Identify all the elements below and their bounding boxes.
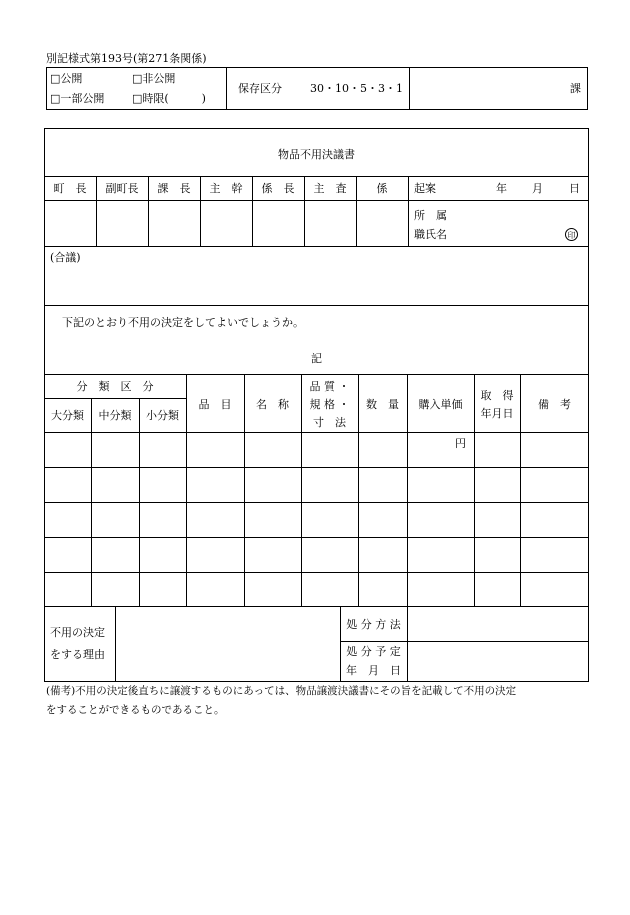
proposal-dept: 所 属 bbox=[414, 209, 447, 222]
minor-category-header: 小分類 bbox=[146, 409, 179, 422]
public-checkbox[interactable]: □公開 bbox=[50, 72, 83, 85]
form-number: 別記様式第193号(第271条関係) bbox=[46, 52, 207, 65]
reason-label-line1: 不用の決定 bbox=[50, 626, 105, 639]
quality-header-line3: 寸 法 bbox=[313, 416, 346, 429]
reason-label-line2: をする理由 bbox=[50, 648, 105, 661]
section-suffix: 課 bbox=[570, 82, 581, 95]
footnote-line2: をすることができるものであること。 bbox=[46, 704, 225, 716]
nonpublic-checkbox[interactable]: □非公開 bbox=[132, 72, 176, 85]
acquired-header-line1: 取 得 bbox=[480, 389, 514, 402]
approver-mayor: 町 長 bbox=[53, 182, 87, 195]
partial-public-checkbox[interactable]: □一部公開 bbox=[50, 92, 105, 105]
seal-mark: 印 bbox=[565, 228, 578, 241]
classification-header: 分 類 区 分 bbox=[76, 380, 154, 393]
quality-header-line2: 規 格 ・ bbox=[309, 398, 350, 411]
name-header: 名 称 bbox=[256, 398, 289, 411]
remarks-header: 備 考 bbox=[538, 398, 571, 411]
proposal-month: 月 bbox=[532, 182, 543, 195]
disposal-date-line1: 処 分 予 定 bbox=[346, 645, 401, 658]
quantity-header: 数 量 bbox=[366, 398, 399, 411]
approver-deputy-mayor: 副町長 bbox=[105, 182, 139, 195]
major-category-header: 大分類 bbox=[51, 409, 84, 422]
form-title: 物品不用決議書 bbox=[278, 148, 355, 161]
proposal-label: 起案 bbox=[414, 182, 436, 195]
approver-unit-chief: 係 長 bbox=[261, 182, 295, 195]
approver-inspector: 主 査 bbox=[313, 182, 347, 195]
middle-category-header: 中分類 bbox=[98, 409, 132, 422]
item-header: 品 目 bbox=[198, 398, 232, 411]
time-limit-checkbox[interactable]: □時限( ) bbox=[132, 92, 206, 105]
disposal-method-label: 処 分 方 法 bbox=[346, 618, 401, 631]
ki-label: 記 bbox=[311, 352, 322, 365]
approver-section-chief: 課 長 bbox=[157, 182, 191, 195]
statement-text: 下記のとおり不用の決定をしてよいでしょうか。 bbox=[62, 316, 304, 329]
disposal-date-line2: 年 月 日 bbox=[346, 664, 401, 677]
unit-price-header: 購入単価 bbox=[418, 398, 463, 411]
approver-staff: 係 bbox=[376, 182, 388, 195]
proposal-year: 年 bbox=[496, 182, 507, 195]
proposal-day: 日 bbox=[569, 182, 580, 195]
footnote-line1: (備考)不用の決定後直ちに譲渡するものにあっては、物品譲渡決議書にその旨を記載して不用の決定 bbox=[46, 685, 517, 697]
retention-values: 30・10・5・3・1 bbox=[310, 82, 403, 95]
consultation-label: (合議) bbox=[50, 251, 81, 264]
retention-label: 保存区分 bbox=[238, 82, 282, 95]
proposal-name: 職氏名 bbox=[414, 228, 447, 241]
quality-header-line1: 品 質 ・ bbox=[309, 380, 350, 393]
acquired-header-line2: 年月日 bbox=[480, 407, 514, 420]
approver-manager: 主 幹 bbox=[209, 182, 243, 195]
yen-unit: 円 bbox=[455, 437, 466, 450]
